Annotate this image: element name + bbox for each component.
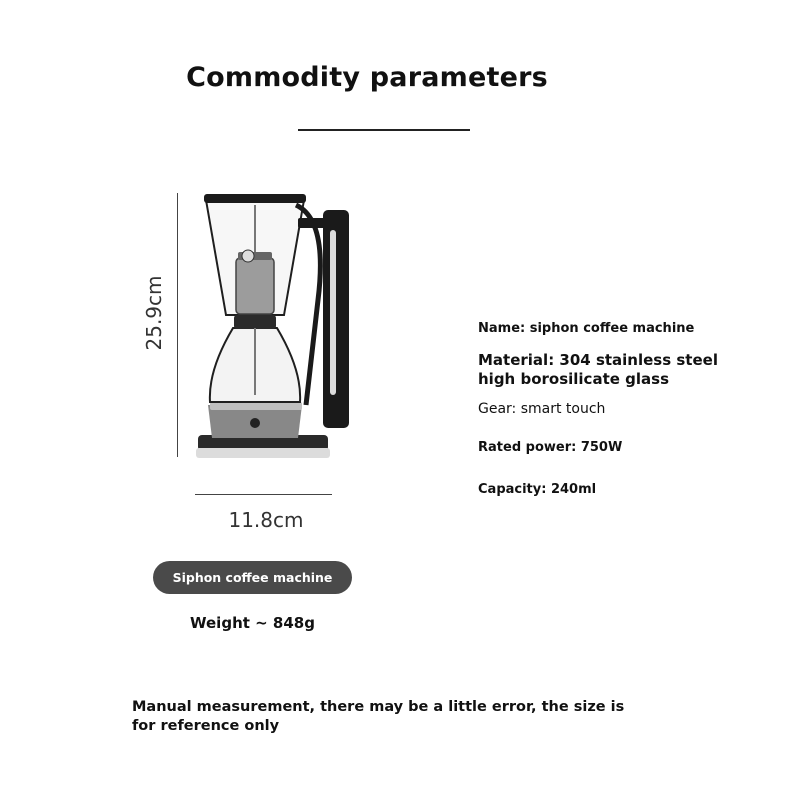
spec-gear: Gear: smart touch [478,401,606,417]
spec-name: Name: siphon coffee machine [478,321,695,336]
weight-label: Weight ~ 848g [190,614,315,632]
width-dimension-label: 11.8cm [228,508,304,532]
height-dimension-line [177,193,178,457]
width-dimension-line [195,494,332,495]
spec-rated-power: Rated power: 750W [478,440,623,455]
title-underline [298,129,470,131]
product-name-badge: Siphon coffee machine [153,561,352,594]
height-dimension-label: 25.9cm [142,275,166,351]
spec-capacity: Capacity: 240ml [478,482,597,497]
siphon-coffee-machine-image [168,180,368,480]
page-title: Commodity parameters [186,62,548,93]
measurement-footnote: Manual measurement, there may be a little error, the size is for reference only [132,699,625,734]
spec-material-line1: Material: 304 stainless steel [478,351,718,369]
spec-material [478,351,718,389]
spec-material-line2: high borosilicate glass [478,370,669,388]
